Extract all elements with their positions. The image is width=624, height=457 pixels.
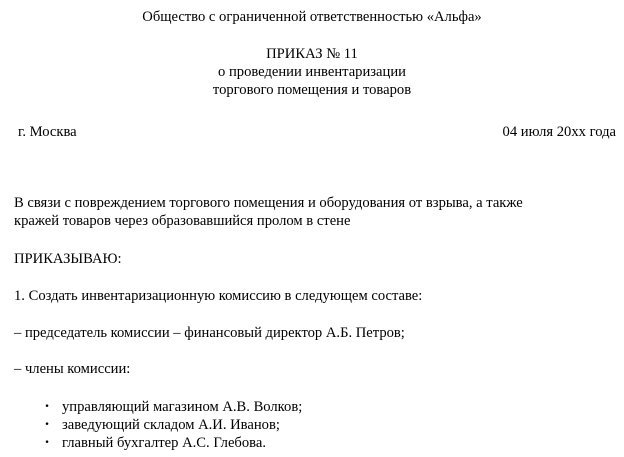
bullet-icon: • (44, 420, 50, 430)
bullet-icon: • (44, 438, 50, 448)
chairman-line: – председатель комиссии – финансовый директор А.Б. Петров; (14, 325, 405, 341)
order-subtitle-line1: о проведении инвентаризации (218, 64, 406, 80)
order-word: ПРИКАЗЫВАЮ: (14, 251, 122, 267)
member-text: управляющий магазином А.В. Волков; (62, 399, 303, 415)
bullet-icon: • (44, 402, 50, 412)
item-1: 1. Создать инвентаризационную комиссию в следующем составе: (14, 288, 423, 304)
preamble-line2: кражей товаров через образовавшийся пролом в стене (14, 213, 351, 229)
member-text: главный бухгалтер А.С. Глебова. (62, 435, 266, 451)
organization-name: Общество с ограниченной ответственностью «Альфа» (142, 9, 482, 25)
member-text: заведующий складом А.И. Иванов; (62, 417, 280, 433)
members-label: – члены комиссии: (14, 361, 131, 377)
preamble-line1: В связи с повреждением торгового помещения и оборудования от взрыва, а также (14, 195, 523, 211)
order-subtitle-line2: торгового помещения и товаров (212, 82, 412, 98)
order-date: 04 июля 20хх года (502, 124, 616, 140)
city: г. Москва (18, 124, 77, 140)
order-title: ПРИКАЗ № 11 (266, 46, 358, 62)
